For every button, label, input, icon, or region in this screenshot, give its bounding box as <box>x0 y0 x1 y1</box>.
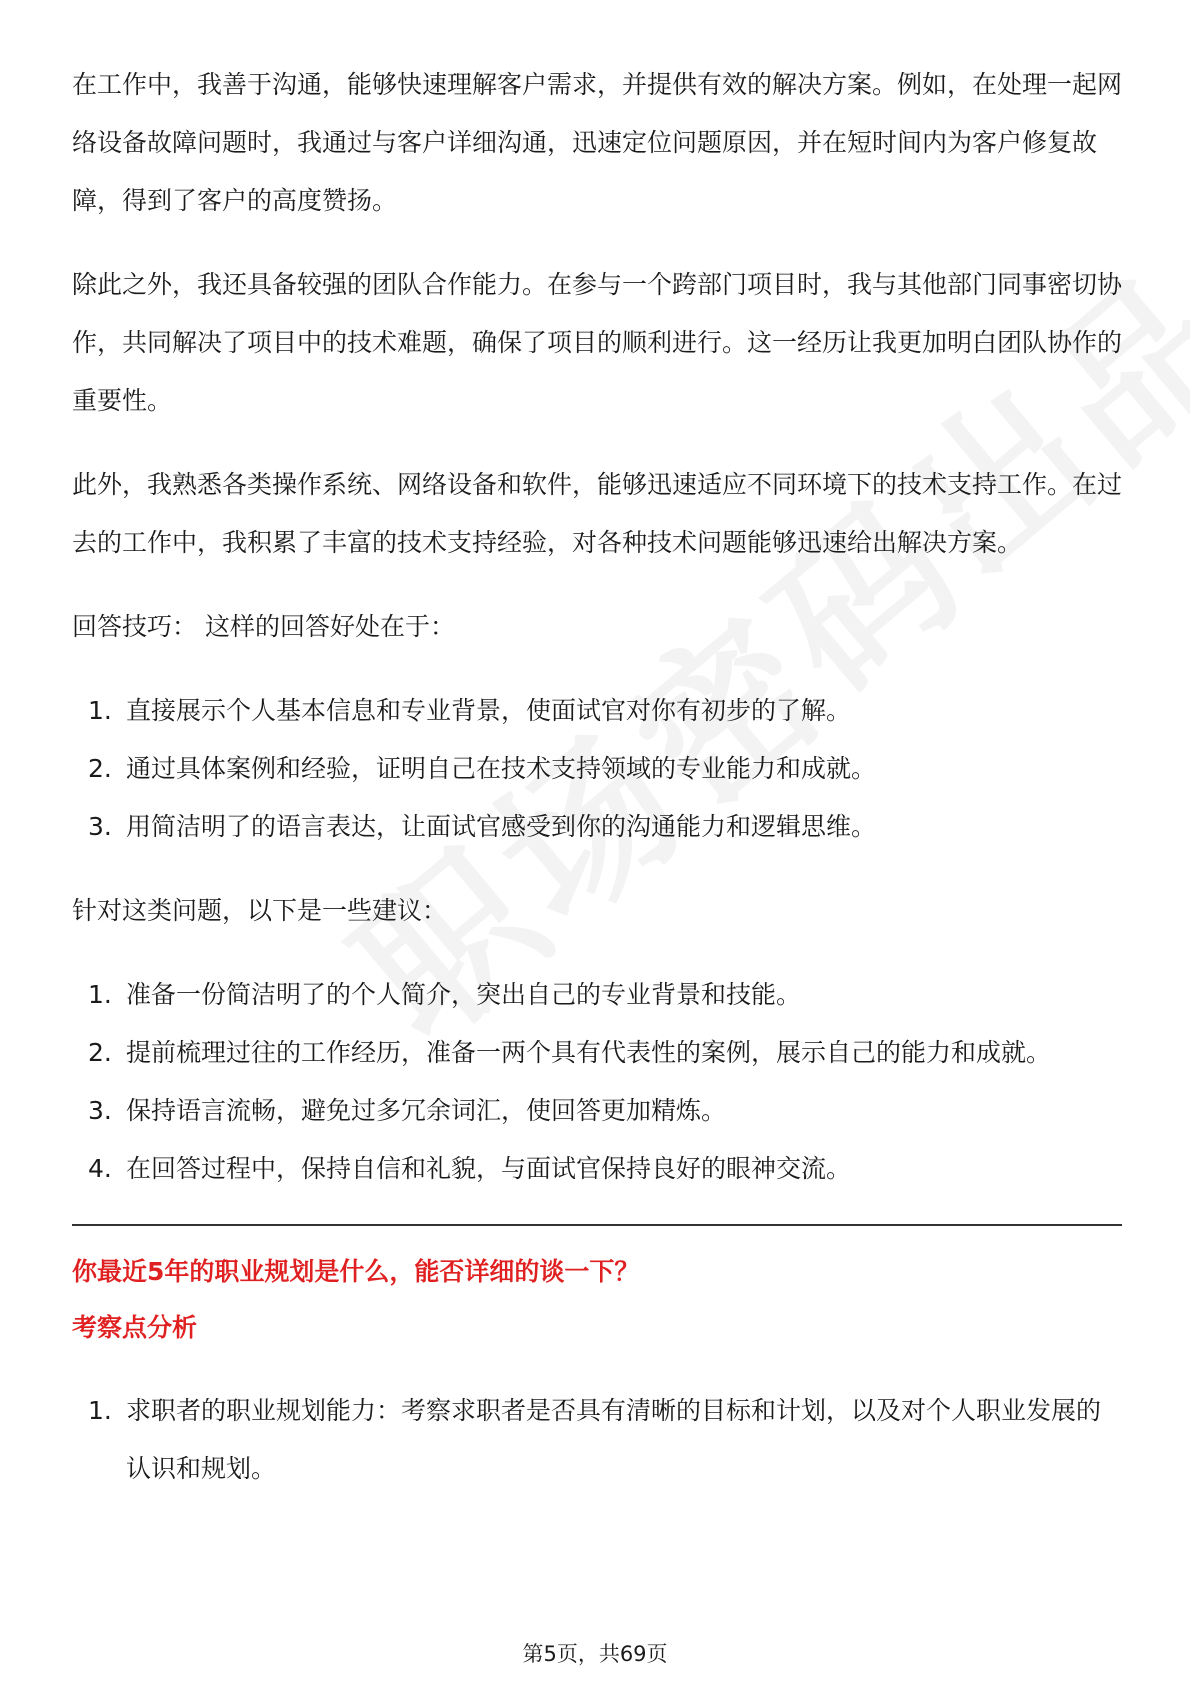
list-item <box>72 966 1122 1024</box>
list-item <box>72 1140 1122 1198</box>
analysis-title: 考察点分析 <box>72 1313 198 1342</box>
list-number: 1. <box>88 1396 112 1425</box>
page-footer: 第5页，共69页 <box>522 1642 668 1666</box>
list-number: 1. <box>88 696 112 725</box>
advice-list <box>72 966 1122 1198</box>
list-text: 求职者的职业规划能力：考察求职者是否具有清晰的目标和计划，以及对个人职业发展的认识和规划。 <box>126 1396 1102 1483</box>
list-item <box>72 740 1122 798</box>
list-text: 提前梳理过往的工作经历，准备一两个具有代表性的案例，展示自己的能力和成就。 <box>126 1038 1052 1067</box>
list-item <box>72 798 1122 856</box>
list-text: 在回答过程中，保持自信和礼貌，与面试官保持良好的眼神交流。 <box>126 1154 852 1183</box>
list-number: 4. <box>88 1154 112 1183</box>
list-number: 2. <box>88 754 112 783</box>
list-number: 3. <box>88 812 112 841</box>
tips-heading: 回答技巧： 这样的回答好处在于： <box>72 612 455 641</box>
list-text: 准备一份简洁明了的个人简介，突出自己的专业背景和技能。 <box>126 980 802 1009</box>
paragraph: 在工作中，我善于沟通，能够快速理解客户需求，并提供有效的解决方案。例如，在处理一起网络设备故障问题时，我通过与客户详细沟通，迅速定位问题原因，并在短时间内为客户修复故障，得到了客户的高度赞扬。 <box>72 70 1123 215</box>
list-text: 通过具体案例和经验，证明自己在技术支持领域的专业能力和成就。 <box>126 754 877 783</box>
list-number: 2. <box>88 1038 112 1067</box>
tips-list <box>72 682 1122 856</box>
list-item <box>72 682 1122 740</box>
list-text: 用简洁明了的语言表达，让面试官感受到你的沟通能力和逻辑思维。 <box>126 812 877 841</box>
list-text: 保持语言流畅，避免过多冗余词汇，使回答更加精炼。 <box>126 1096 727 1125</box>
list-item <box>72 1082 1122 1140</box>
paragraph: 除此之外，我还具备较强的团队合作能力。在参与一个跨部门项目时，我与其他部门同事密切协作，共同解决了项目中的技术难题，确保了项目的顺利进行。这一经历让我更加明白团队协作的重要性。 <box>72 270 1123 415</box>
advice-heading: 针对这类问题，以下是一些建议： <box>72 896 448 925</box>
interview-question: 你最近5年的职业规划是什么，能否详细的谈一下？ <box>72 1257 640 1286</box>
list-number: 3. <box>88 1096 112 1125</box>
list-number: 1. <box>88 980 112 1009</box>
list-item <box>72 1382 1122 1498</box>
paragraph: 此外，我熟悉各类操作系统、网络设备和软件，能够迅速适应不同环境下的技术支持工作。在过去的工作中，我积累了丰富的技术支持经验，对各种技术问题能够迅速给出解决方案。 <box>72 470 1123 557</box>
list-item <box>72 1024 1122 1082</box>
section-divider <box>72 1224 1122 1226</box>
analysis-list <box>72 1382 1122 1498</box>
list-text: 直接展示个人基本信息和专业背景，使面试官对你有初步的了解。 <box>126 696 852 725</box>
document-content <box>72 56 1122 1524</box>
